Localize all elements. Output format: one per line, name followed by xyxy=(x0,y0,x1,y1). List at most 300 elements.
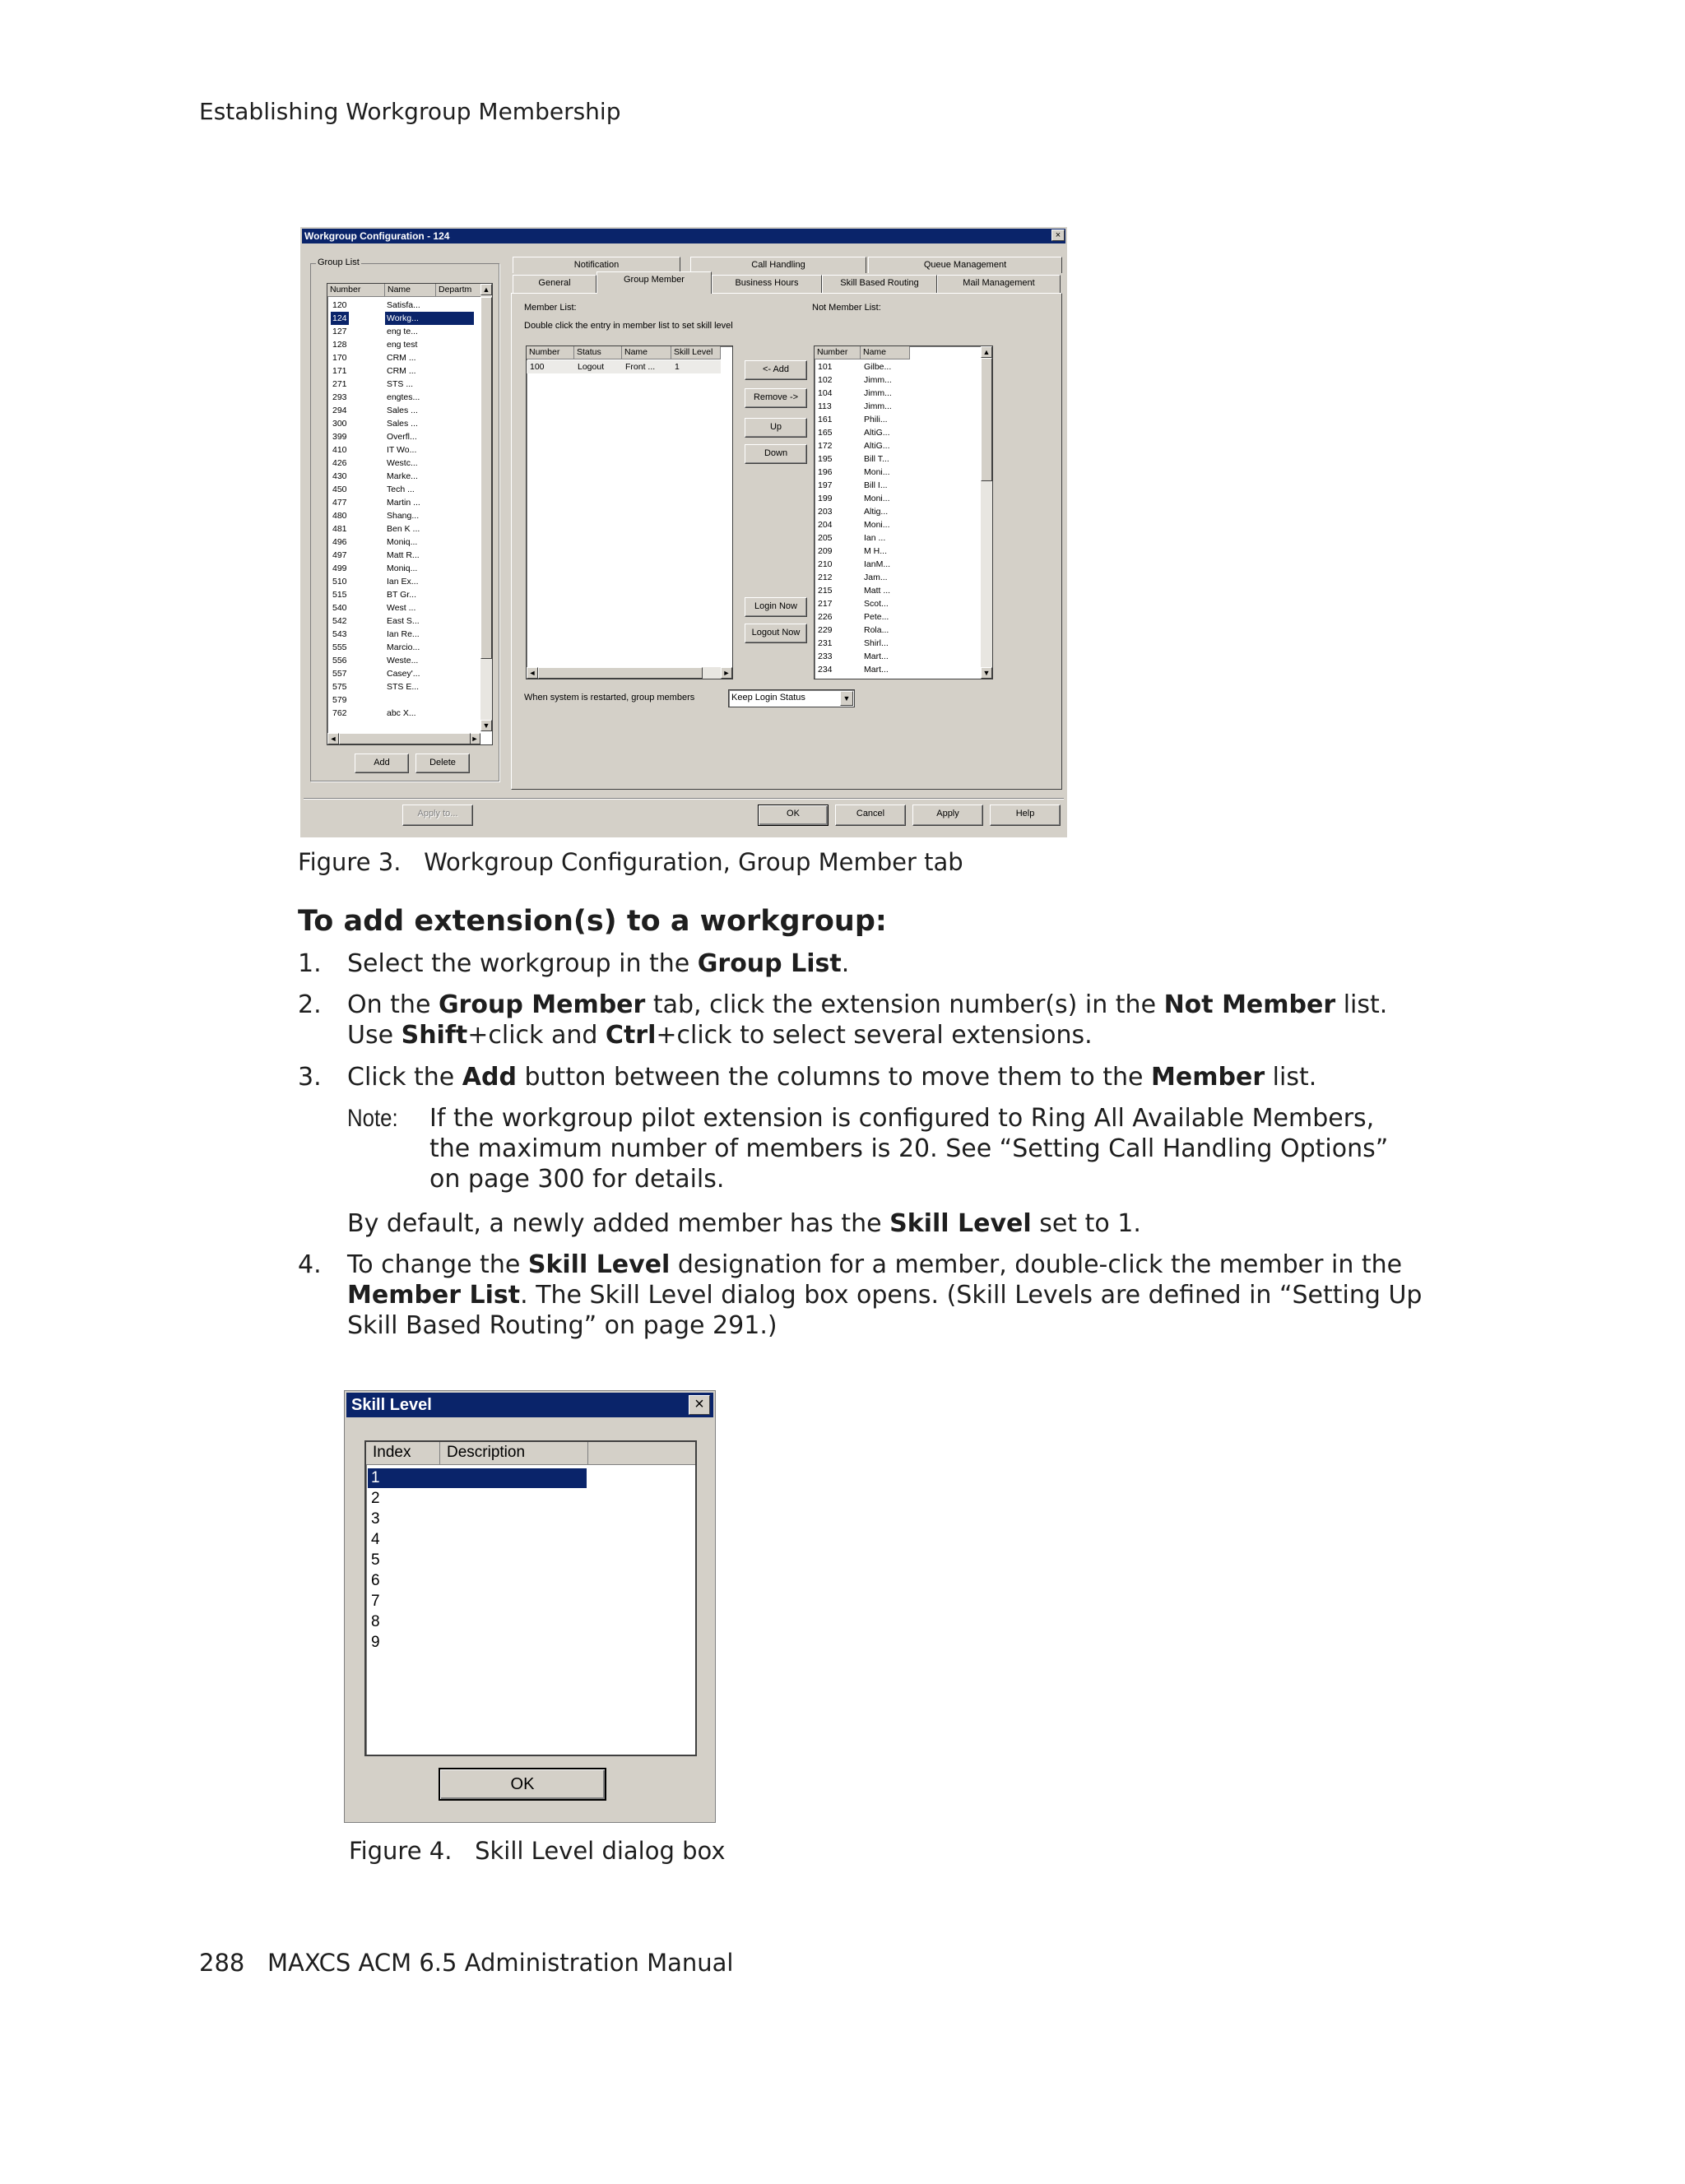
item-number: 127 xyxy=(332,327,347,336)
list-item[interactable] xyxy=(329,443,477,457)
item-number: 542 xyxy=(332,616,347,626)
item-index: 1 xyxy=(371,1469,380,1486)
list-item[interactable] xyxy=(368,1571,587,1591)
item-name: Shirl... xyxy=(864,638,889,648)
horizontal-scrollbar[interactable] xyxy=(527,667,732,679)
item-number: 128 xyxy=(332,340,347,350)
page-footer xyxy=(199,1948,733,1978)
list-item[interactable] xyxy=(815,439,971,452)
item-name: Westc... xyxy=(387,458,418,468)
list-item[interactable] xyxy=(329,351,477,364)
item-number: 515 xyxy=(332,590,347,600)
list-item[interactable] xyxy=(815,492,971,505)
cell: Logout xyxy=(578,362,605,372)
item-number: 199 xyxy=(818,494,833,503)
list-item[interactable] xyxy=(815,479,971,492)
restart-value: Keep Login Status xyxy=(731,693,805,702)
remove-member-button[interactable]: Remove -> xyxy=(745,388,807,408)
list-item[interactable] xyxy=(329,562,477,575)
text: list. xyxy=(1265,1063,1317,1092)
item-number: 217 xyxy=(818,599,833,609)
group-list-label: Group List xyxy=(318,257,360,267)
ok-button[interactable]: OK xyxy=(439,1768,606,1801)
item-name: Jam... xyxy=(864,573,888,582)
item-number: 165 xyxy=(818,428,833,438)
item-number: 197 xyxy=(818,480,833,490)
text: +click and xyxy=(467,1021,606,1050)
item-number: 172 xyxy=(818,441,833,451)
list-item[interactable] xyxy=(815,610,971,624)
tab-general[interactable]: General xyxy=(513,275,596,293)
item-name: Mart... xyxy=(864,665,889,675)
item-number: 496 xyxy=(332,537,347,547)
item-number: 497 xyxy=(332,550,347,560)
title-bar xyxy=(302,229,1065,243)
list-item[interactable] xyxy=(815,387,971,400)
item-number: 430 xyxy=(332,471,347,481)
text: list. xyxy=(1335,990,1388,1019)
list-item[interactable] xyxy=(329,391,477,404)
text: +click to select several extensions. xyxy=(656,1021,1093,1050)
scroll-right-icon[interactable]: ► xyxy=(721,667,732,679)
list-item[interactable] xyxy=(815,597,971,610)
tab-business-hours[interactable]: Business Hours xyxy=(712,275,822,293)
ui-term: Member xyxy=(1151,1063,1265,1092)
list-item[interactable] xyxy=(329,614,477,628)
list-item[interactable] xyxy=(329,378,477,391)
item-name: Shang... xyxy=(387,511,420,521)
item-name: Matt R... xyxy=(387,550,420,560)
item-number: 510 xyxy=(332,577,347,587)
item-name: Weste... xyxy=(387,656,419,665)
item-name: STS ... xyxy=(387,379,414,389)
login-now-button[interactable]: Login Now xyxy=(745,597,807,617)
item-number: 203 xyxy=(818,507,833,517)
list-item[interactable] xyxy=(329,470,477,483)
member-list-label: Member List: xyxy=(524,303,577,313)
item-number: 557 xyxy=(332,669,347,679)
list-item[interactable] xyxy=(815,360,971,373)
figure3-caption: Figure 3. Workgroup Configuration, Group Member tab xyxy=(298,848,963,876)
item-number: 575 xyxy=(332,682,347,692)
list-item[interactable] xyxy=(815,584,971,597)
item-number: 226 xyxy=(818,612,833,622)
ui-term: Member List xyxy=(347,1281,521,1310)
item-number: 171 xyxy=(332,366,347,376)
column-header[interactable]: Number xyxy=(327,284,385,297)
list-item[interactable] xyxy=(815,624,971,637)
list-item[interactable] xyxy=(815,426,971,439)
item-name: STS E... xyxy=(387,682,420,692)
restart-behavior-select[interactable] xyxy=(728,689,855,707)
item-index: 2 xyxy=(371,1490,380,1507)
item-name: Sales ... xyxy=(387,406,418,415)
item-name: IT Wo... xyxy=(387,445,417,455)
list-item[interactable] xyxy=(329,536,477,549)
logout-now-button[interactable]: Logout Now xyxy=(745,624,807,643)
item-name: Moniq... xyxy=(387,563,418,573)
scroll-thumb[interactable] xyxy=(480,297,492,659)
key-term: Shift xyxy=(401,1021,468,1050)
list-item[interactable] xyxy=(329,364,477,378)
item-number: 170 xyxy=(332,353,347,363)
item-name: Ian Ex... xyxy=(387,577,419,587)
item-index: 9 xyxy=(371,1634,380,1651)
item-name: Workg... xyxy=(385,312,474,325)
cancel-button[interactable]: Cancel xyxy=(835,805,906,826)
item-name: Jimm... xyxy=(864,401,892,411)
cell: Front ... xyxy=(625,362,656,372)
item-name: Moni... xyxy=(864,494,890,503)
procedure-heading: To add extension(s) to a workgroup: xyxy=(298,905,887,938)
item-number: 113 xyxy=(818,401,832,411)
item-name: Ian Re... xyxy=(387,629,420,639)
item-number: 499 xyxy=(332,563,347,573)
text: tab, click the extension number(s) in the xyxy=(645,990,1164,1019)
tab-call-handling[interactable]: Call Handling xyxy=(690,257,866,273)
item-name: eng test xyxy=(387,340,418,350)
list-item[interactable] xyxy=(368,1592,587,1611)
list-item[interactable] xyxy=(368,1468,587,1488)
member-hint: Double click the entry in member list to set skill level xyxy=(524,321,733,331)
item-name: Tech ... xyxy=(387,485,415,494)
move-down-button[interactable]: Down xyxy=(745,444,807,464)
list-item[interactable] xyxy=(815,518,971,531)
item-number: 480 xyxy=(332,511,347,521)
list-item[interactable] xyxy=(815,466,971,479)
horizontal-scrollbar[interactable] xyxy=(327,733,480,744)
close-icon[interactable]: × xyxy=(689,1395,710,1415)
scroll-left-icon[interactable]: ◄ xyxy=(527,667,538,679)
chevron-down-icon: ▼ xyxy=(840,691,853,706)
close-icon[interactable]: × xyxy=(1051,230,1065,241)
item-number: 477 xyxy=(332,498,347,508)
skill-level-list[interactable] xyxy=(364,1440,697,1756)
skill-level-window xyxy=(344,1390,716,1823)
list-item[interactable] xyxy=(368,1612,587,1632)
column-header[interactable]: Description xyxy=(440,1442,588,1465)
list-item[interactable] xyxy=(329,628,477,641)
item-number: 104 xyxy=(818,388,833,398)
item-name: Jimm... xyxy=(864,388,892,398)
item-number: 195 xyxy=(818,454,833,464)
item-name: Ian ... xyxy=(864,533,886,543)
list-item[interactable] xyxy=(368,1530,587,1550)
item-name: Moniq... xyxy=(387,537,418,547)
item-number: 229 xyxy=(818,625,833,635)
item-name: Gilbe... xyxy=(864,362,892,372)
page-number: 288 xyxy=(199,1949,245,1977)
column-header[interactable]: Status xyxy=(574,346,622,359)
list-item[interactable] xyxy=(329,457,477,470)
member-list[interactable] xyxy=(526,345,733,679)
item-index: 5 xyxy=(371,1551,380,1569)
item-number: 762 xyxy=(332,708,347,718)
item-number: 450 xyxy=(332,485,347,494)
list-item[interactable] xyxy=(329,575,477,588)
list-item[interactable] xyxy=(815,400,971,413)
key-term: Ctrl xyxy=(605,1021,657,1050)
ui-term: Group Member xyxy=(438,990,646,1019)
list-item[interactable] xyxy=(815,545,971,558)
cell: 1 xyxy=(675,362,680,372)
list-item[interactable] xyxy=(815,571,971,584)
default-note xyxy=(347,1208,1466,1239)
list-item[interactable] xyxy=(329,667,477,680)
help-button[interactable]: Help xyxy=(990,805,1061,826)
column-header[interactable]: Name xyxy=(861,346,910,359)
item-number: 161 xyxy=(818,415,833,424)
scroll-left-icon[interactable]: ◄ xyxy=(327,733,339,744)
list-item[interactable] xyxy=(329,588,477,601)
text: Click the xyxy=(347,1063,462,1092)
ui-term: Add xyxy=(462,1063,517,1092)
column-header[interactable]: Skill Level xyxy=(671,346,721,359)
item-number: 300 xyxy=(332,419,347,429)
item-number: 101 xyxy=(818,362,833,372)
list-item[interactable] xyxy=(329,680,477,693)
scroll-down-icon[interactable]: ▼ xyxy=(981,667,992,679)
item-number: 205 xyxy=(818,533,833,543)
item-index: 6 xyxy=(371,1572,380,1589)
text: . The Skill Level dialog box opens. (Skill Levels are defined in “Setting Up Skill Based Routing” on page 291.) xyxy=(347,1281,1423,1340)
column-header[interactable]: Name xyxy=(622,346,671,359)
list-item[interactable] xyxy=(329,312,477,325)
item-name: Ben K ... xyxy=(387,524,420,534)
item-name: AltiG... xyxy=(864,428,890,438)
item-index: 7 xyxy=(371,1593,380,1610)
item-number: 543 xyxy=(332,629,347,639)
list-item[interactable] xyxy=(815,531,971,545)
item-name: Martin ... xyxy=(387,498,420,508)
list-item[interactable] xyxy=(815,650,971,663)
item-name: M H... xyxy=(864,546,887,556)
item-number: 212 xyxy=(818,573,833,582)
manual-title: MAXCS ACM 6.5 Administration Manual xyxy=(267,1949,734,1977)
column-header[interactable]: Name xyxy=(385,284,436,297)
item-number: 293 xyxy=(332,392,347,402)
column-header[interactable]: Number xyxy=(527,346,574,359)
ui-term: Group List xyxy=(697,949,842,978)
figure4-caption: Figure 4. Skill Level dialog box xyxy=(349,1837,726,1865)
apply-to-button[interactable]: Apply to... xyxy=(402,805,473,826)
list-item[interactable] xyxy=(368,1489,587,1509)
item-name: CRM ... xyxy=(387,353,416,363)
item-number: 556 xyxy=(332,656,347,665)
item-name: Matt ... xyxy=(864,586,891,596)
move-up-button[interactable]: Up xyxy=(745,418,807,438)
text: To change the xyxy=(347,1250,528,1279)
list-item[interactable] xyxy=(329,601,477,614)
item-name: Marke... xyxy=(387,471,418,481)
scroll-thumb[interactable] xyxy=(538,667,703,679)
item-number: 481 xyxy=(332,524,347,534)
apply-button[interactable]: Apply xyxy=(912,805,983,826)
running-header: Establishing Workgroup Membership xyxy=(199,98,621,125)
scroll-down-icon[interactable]: ▼ xyxy=(480,720,492,731)
list-item[interactable] xyxy=(329,693,477,707)
column-header[interactable]: Index xyxy=(366,1442,440,1465)
item-number: 204 xyxy=(818,520,833,530)
step-text xyxy=(347,990,1450,1050)
item-name: BT Gr... xyxy=(387,590,416,600)
note-text: If the workgroup pilot extension is configured to Ring All Available Members, the maximum number of members is 20. See “Setting Call Handling Options” on page 300 for details. xyxy=(429,1104,1389,1194)
window-title: Workgroup Configuration - 124 xyxy=(304,230,450,242)
window-title: Skill Level xyxy=(351,1396,432,1414)
item-name: Altig... xyxy=(864,507,889,517)
list-item[interactable] xyxy=(329,430,477,443)
list-item[interactable] xyxy=(815,663,971,676)
scroll-up-icon[interactable]: ▲ xyxy=(480,284,492,295)
item-name: Moni... xyxy=(864,520,890,530)
list-item[interactable] xyxy=(329,654,477,667)
ui-term: Not Member xyxy=(1163,990,1336,1019)
item-name: Satisfa... xyxy=(387,300,420,310)
note-label: Note: xyxy=(347,1105,398,1132)
item-name: Pete... xyxy=(864,612,889,622)
item-name: Phili... xyxy=(864,415,888,424)
tab-queue-management[interactable]: Queue Management xyxy=(868,257,1062,273)
item-index: 3 xyxy=(371,1510,380,1528)
step-text xyxy=(347,1062,1450,1092)
item-name: Rola... xyxy=(864,625,889,635)
item-number: 234 xyxy=(818,665,833,675)
item-name: IanM... xyxy=(864,559,891,569)
tab-mail-management[interactable]: Mail Management xyxy=(937,275,1061,293)
list-item[interactable] xyxy=(329,325,477,338)
list-item[interactable] xyxy=(329,522,477,536)
item-number: 555 xyxy=(332,642,347,652)
ok-button[interactable]: OK xyxy=(758,805,829,826)
cell: 100 xyxy=(530,362,545,372)
not-member-list[interactable] xyxy=(814,345,993,679)
column-header[interactable]: Number xyxy=(815,346,861,359)
add-member-button[interactable]: <- Add xyxy=(745,360,807,380)
text: button between the columns to move them to the xyxy=(516,1063,1152,1092)
column-header xyxy=(588,1442,697,1465)
item-name: Jimm... xyxy=(864,375,892,385)
item-number: 410 xyxy=(332,445,347,455)
item-number: 579 xyxy=(332,695,347,705)
scroll-right-icon[interactable]: ► xyxy=(469,733,480,744)
item-name: eng te... xyxy=(387,327,418,336)
item-number: 294 xyxy=(332,406,347,415)
scroll-thumb[interactable] xyxy=(981,358,992,481)
item-name: Marcio... xyxy=(387,642,420,652)
item-number: 209 xyxy=(818,546,833,556)
item-number: 426 xyxy=(332,458,347,468)
item-number: 124 xyxy=(332,313,347,323)
item-name: Mart... xyxy=(864,651,889,661)
item-name: Bill I... xyxy=(864,480,888,490)
list-item[interactable] xyxy=(329,404,477,417)
item-number: 271 xyxy=(332,379,347,389)
text: Use xyxy=(347,1021,402,1050)
list-item[interactable] xyxy=(329,338,477,351)
vertical-scrollbar[interactable] xyxy=(981,346,992,679)
step-number: 2. xyxy=(298,990,322,1019)
item-number: 540 xyxy=(332,603,347,613)
item-name: Scot... xyxy=(864,599,889,609)
list-item[interactable] xyxy=(815,505,971,518)
item-name: AltiG... xyxy=(864,441,890,451)
delete-group-button[interactable]: Delete xyxy=(415,754,470,773)
list-item[interactable] xyxy=(329,641,477,654)
list-item[interactable] xyxy=(329,707,477,720)
ui-term: Skill Level xyxy=(527,1250,671,1279)
tab-skill-based-routing[interactable]: Skill Based Routing xyxy=(822,275,937,293)
add-group-button[interactable]: Add xyxy=(355,754,409,773)
text: By default, a newly added member has the xyxy=(347,1209,890,1238)
item-index: 8 xyxy=(371,1613,380,1630)
group-list[interactable] xyxy=(327,283,493,745)
item-name: Casey'... xyxy=(387,669,420,679)
text: . xyxy=(841,949,850,978)
column-header[interactable]: Departm xyxy=(436,284,485,297)
step-text xyxy=(347,948,1450,979)
list-item[interactable] xyxy=(329,549,477,562)
item-number: 233 xyxy=(818,651,833,661)
vertical-scrollbar[interactable] xyxy=(480,284,492,731)
list-item[interactable] xyxy=(329,509,477,522)
step-number: 1. xyxy=(298,949,322,978)
tab-group-member[interactable]: Group Member xyxy=(596,271,712,294)
item-name: engtes... xyxy=(387,392,420,402)
item-number: 231 xyxy=(818,638,833,648)
item-name: abc X... xyxy=(387,708,416,718)
list-item[interactable] xyxy=(815,413,971,426)
table-row[interactable] xyxy=(527,360,721,373)
list-item[interactable] xyxy=(815,452,971,466)
list-item[interactable] xyxy=(329,299,477,312)
title-bar xyxy=(346,1393,713,1417)
not-member-list-label: Not Member List: xyxy=(812,303,881,313)
item-number: 102 xyxy=(818,375,833,385)
item-name: CRM ... xyxy=(387,366,416,376)
list-item[interactable] xyxy=(329,496,477,509)
item-name: Overfl... xyxy=(387,432,417,442)
item-name: Sales ... xyxy=(387,419,418,429)
step-text xyxy=(347,1250,1441,1341)
list-item[interactable] xyxy=(815,637,971,650)
item-number: 215 xyxy=(818,586,833,596)
item-name: West ... xyxy=(387,603,416,613)
item-number: 399 xyxy=(332,432,347,442)
workgroup-config-window xyxy=(300,227,1067,837)
item-number: 120 xyxy=(332,300,347,310)
list-item[interactable] xyxy=(815,558,971,571)
text: Select the workgroup in the xyxy=(347,949,698,978)
list-item[interactable] xyxy=(815,373,971,387)
ui-term: Skill Level xyxy=(889,1209,1032,1238)
item-number: 210 xyxy=(818,559,833,569)
scroll-up-icon[interactable]: ▲ xyxy=(981,346,992,358)
list-item[interactable] xyxy=(368,1551,587,1570)
step-number: 4. xyxy=(298,1250,322,1279)
list-item[interactable] xyxy=(368,1509,587,1529)
step-number: 3. xyxy=(298,1063,322,1092)
item-name: East S... xyxy=(387,616,420,626)
text: set to 1. xyxy=(1031,1209,1141,1238)
item-index: 4 xyxy=(371,1531,380,1548)
item-name: Moni... xyxy=(864,467,890,477)
tab-notification[interactable]: Notification xyxy=(513,257,680,273)
text: On the xyxy=(347,990,439,1019)
list-item[interactable] xyxy=(329,483,477,496)
scroll-thumb[interactable] xyxy=(339,733,471,744)
list-item[interactable] xyxy=(368,1633,587,1653)
list-item[interactable] xyxy=(329,417,477,430)
